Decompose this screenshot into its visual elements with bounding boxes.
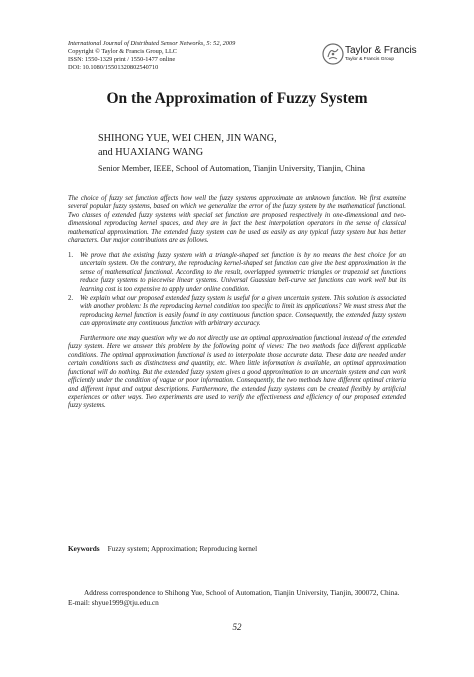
- journal-copyright: Copyright © Taylor & Francis Group, LLC: [68, 48, 177, 55]
- article-title: On the Approximation of Fuzzy System: [106, 90, 368, 107]
- journal-doi: DOI: 10.1080/15501320802540710: [68, 64, 159, 71]
- journal-name: International Journal of Distributed Sensor Networks, 5: 52, 2009: [68, 40, 236, 47]
- abstract-intro: The choice of fuzzy set function affects how well the fuzzy systems approximate an unknown function. We first examine several popular fuzzy systems, based on which we generalize the error of the fuzzy system by the mathematical functional. Two classes of extended fuzzy systems with special set function are proposed respectively in one-dimensional and two-dimensional reproducing kernel spaces, and they are in fact the best interpolation operators in the sense of classical mathematical approximation. The extended fuzzy system can be used as easily as any typical fuzzy system but has better characters. Our major contributions are as follows.: [68, 195, 406, 245]
- abstract: [68, 195, 406, 411]
- journal-info: [68, 40, 318, 72]
- contribution-list: [68, 252, 406, 329]
- page-number: 52: [232, 622, 242, 632]
- authors-line-2: and HUAXIANG WANG: [98, 146, 204, 158]
- author-affiliation: Senior Member, IEEE, School of Automation, Tianjin University, Tianjin, China: [98, 164, 365, 173]
- correspondence-note: Address correspondence to Shihong Yue, School of Automation, Tianjin University, Tianjin, 300072, China. E-mail: shyue1999@tju.edu.cn: [68, 588, 400, 607]
- publisher-tagline: Taylor & Francis Group: [345, 57, 395, 62]
- contribution-number: 2.: [68, 294, 74, 302]
- publisher-logo-block: [322, 42, 417, 70]
- contribution-text: We explain what our proposed extended fuzzy system is useful for a given uncertain system. This solution is associated with another problem: Is the reproducing kernel condition too specific to limit its applications? We must stress that the reproducing kernel function is easily found in any continuous function space. Consequently, the extended fuzzy system can approximate any continuous function with arbitrary accuracy.: [80, 294, 406, 328]
- author-list: [98, 132, 277, 159]
- keywords-value: Fuzzy system; Approximation; Reproducing kernel: [107, 544, 258, 553]
- publisher-name: Taylor & Francis: [345, 45, 417, 56]
- taylor-francis-logo-icon: [322, 43, 344, 65]
- contribution-item: [68, 295, 406, 329]
- journal-issn: ISSN: 1550-1329 print / 1550-1477 online: [68, 56, 176, 63]
- contribution-text: We prove that the existing fuzzy system with a triangle-shaped set function is by no means the best choice for an uncertain system. On the contrary, the reproducing kernel-shaped set function can give the best approximation in the sense of mathematical functional. According to the result, overlapped symmetric triangles or trapezoid set functions reduce fuzzy systems to piecewise linear systems. Universal Guassian bell-curve set functions can work well but its learning cost is too expensive to apply under online condition.: [80, 251, 406, 293]
- keywords-label: Keywords: [68, 544, 100, 553]
- contribution-number: 1.: [68, 251, 74, 259]
- authors-line-1: SHIHONG YUE, WEI CHEN, JIN WANG,: [98, 133, 277, 144]
- abstract-closing: Furthermore one may question why we do not directly use an optimal approximation functional instead of the extended fuzzy system. Here we answer this problem by the following point of views: The two methods face different applicable conditions. The optimal approximation functional is used to interpolate those accurate data. These data are needed under certain conditions such as distinctness and quantity, etc. When little information is available, an optimal approximation functional will do nothing. But the extended fuzzy system gives a good approximation to an uncertain system and can work efficiently under the condition of vague or poor information. Consequently, the two methods have different optimal criteria and different input and output descriptions. Furthermore, the extended fuzzy systems can be created flexibly by artificial experiences or other ways. Two experiments are used to verify the effectiveness and efficiency of our proposed extended fuzzy systems.: [68, 334, 406, 410]
- keywords: [68, 544, 257, 553]
- contribution-item: [68, 252, 406, 294]
